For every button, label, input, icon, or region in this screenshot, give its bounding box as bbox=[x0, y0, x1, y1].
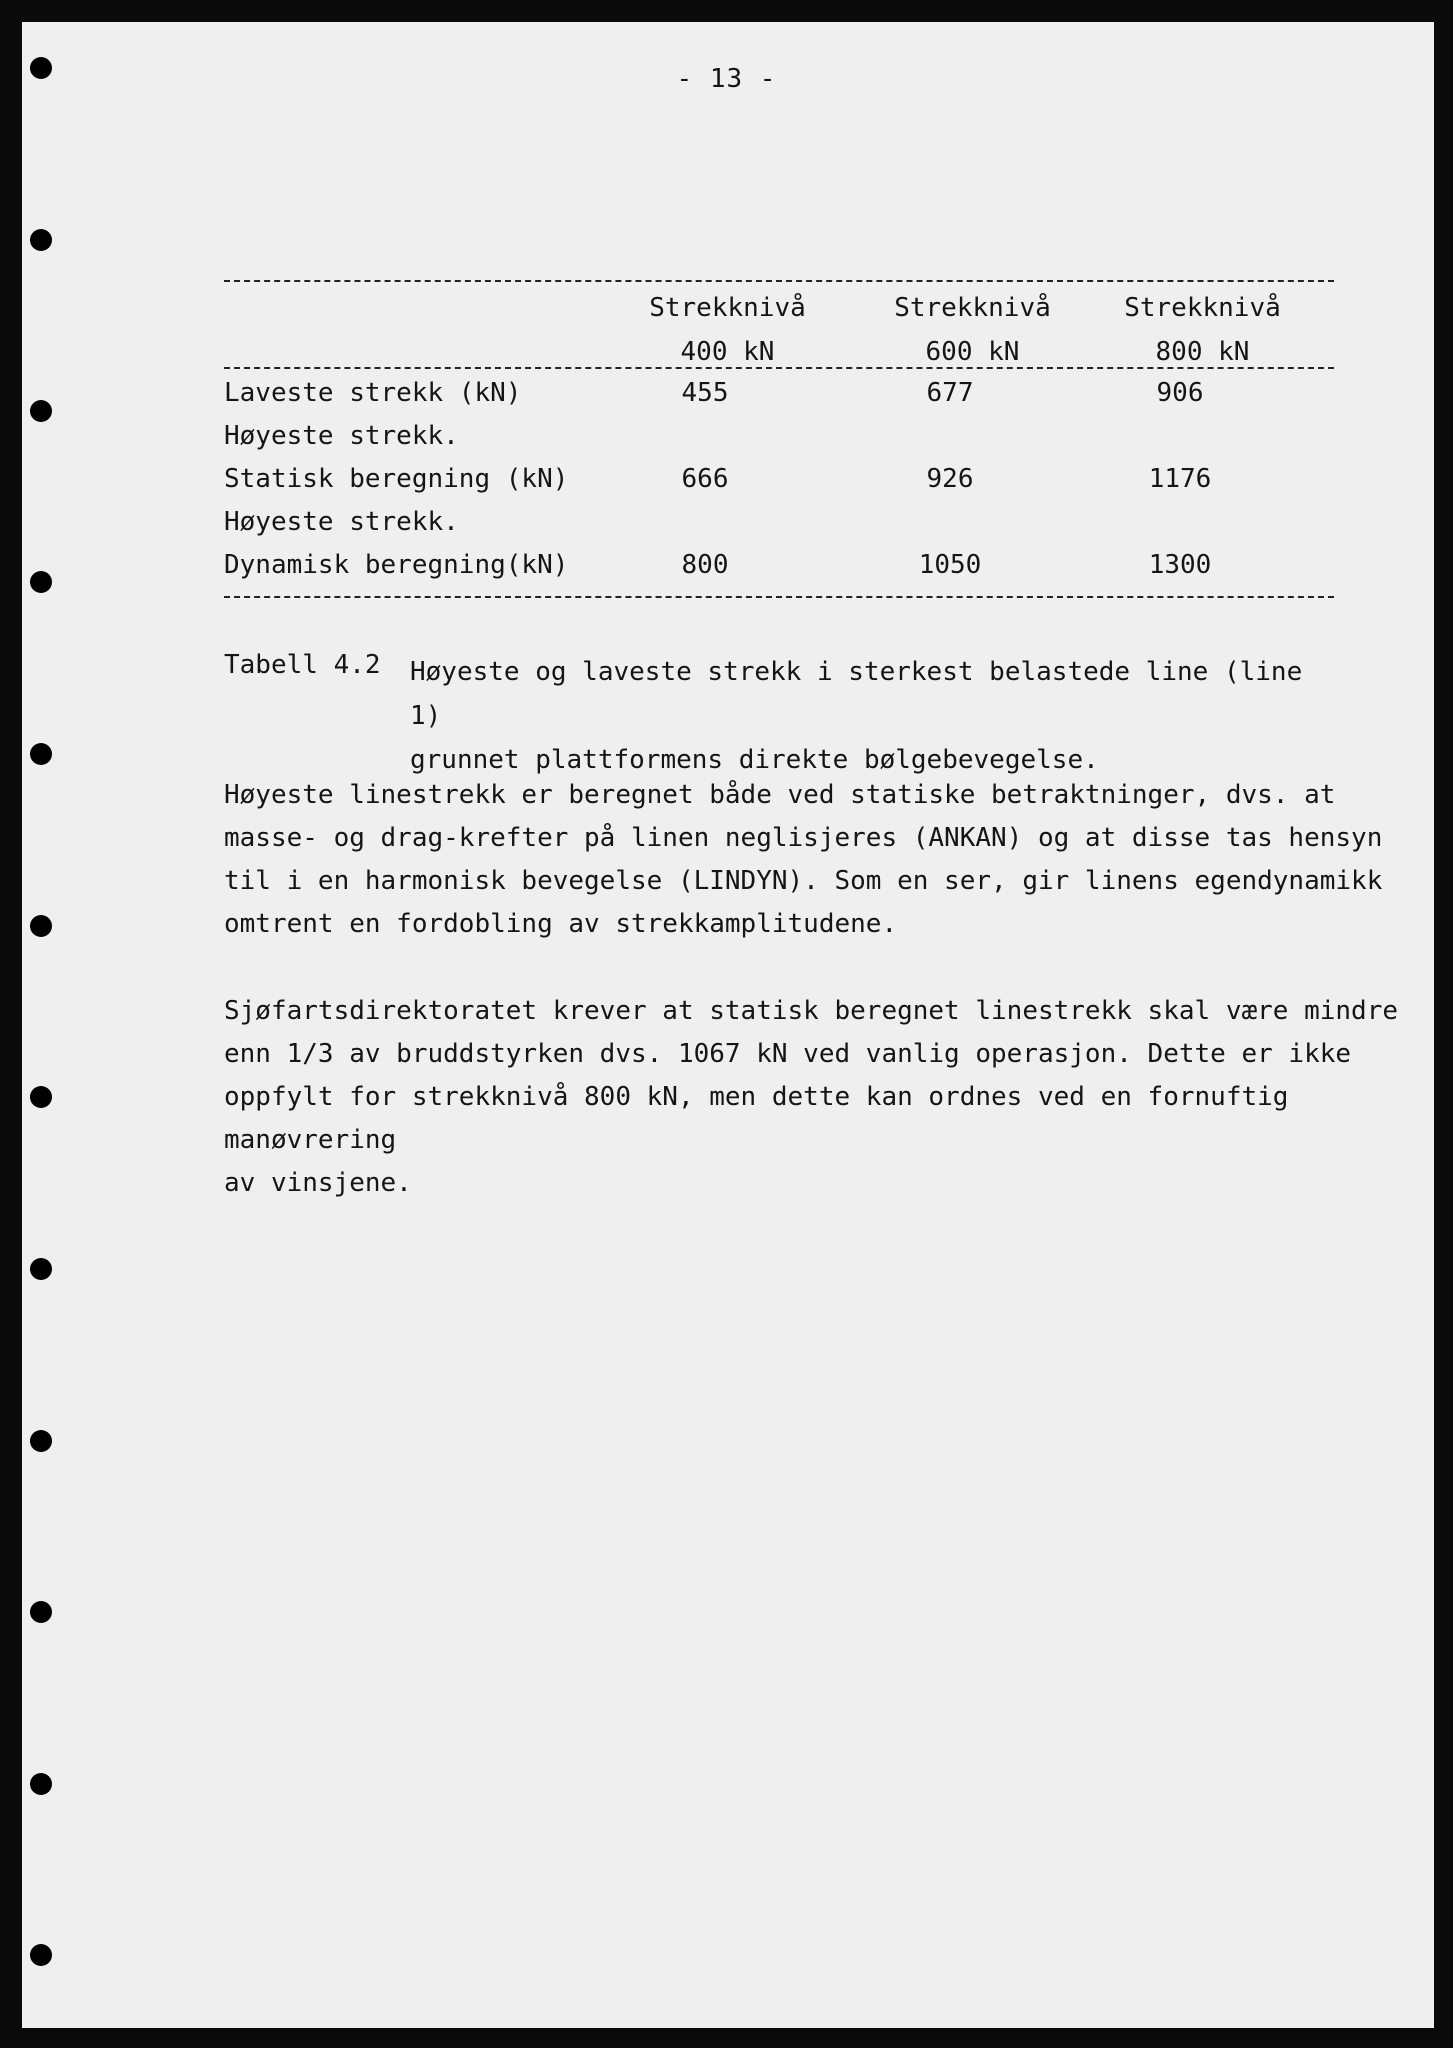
table-cell: 666 bbox=[681, 464, 729, 494]
paragraph: Høyeste linestrekk er beregnet både ved statiske betraktninger, dvs. at masse- og drag-krefter på linen neglisjeres (ANKAN) og at disse tas hensyn til i en harmonisk bevegelse (LINDYN). Som en ser, gir linens egendynamikk omtrent en fordobling av strekkamplitudene. bbox=[224, 780, 1383, 939]
table-cell: 1050 bbox=[918, 550, 982, 580]
row-label: Dynamisk beregning(kN) bbox=[224, 550, 569, 580]
table-caption-text: Høyeste og laveste strekk i sterkest belastede line (line 1) grunnet plattformens direkte bølgebevegelse. bbox=[410, 657, 1303, 775]
table-top-rule bbox=[224, 280, 1334, 282]
punch-hole bbox=[30, 1944, 52, 1966]
row-label: Høyeste strekk. bbox=[224, 421, 459, 451]
punch-hole bbox=[30, 400, 52, 422]
punch-hole bbox=[30, 743, 52, 765]
column-heading: Strekknivå bbox=[649, 293, 806, 323]
table-cell: 1300 bbox=[1148, 550, 1212, 580]
column-level: 600 kN bbox=[925, 337, 1020, 367]
table-cell: 1176 bbox=[1148, 464, 1212, 494]
punch-hole bbox=[30, 915, 52, 937]
column-heading: Strekknivå bbox=[894, 293, 1051, 323]
punch-hole bbox=[30, 1430, 52, 1452]
table-header-rule bbox=[224, 367, 1334, 369]
punch-hole bbox=[30, 571, 52, 593]
table-cell: 906 bbox=[1156, 378, 1204, 408]
row-label: Laveste strekk (kN) bbox=[224, 378, 522, 408]
table-cell: 455 bbox=[681, 378, 729, 408]
column-level: 800 kN bbox=[1155, 337, 1250, 367]
paragraph: Sjøfartsdirektoratet krever at statisk beregnet linestrekk skal være mindre enn 1/3 av bruddstyrken dvs. 1067 kN ved vanlig operasjon. Dette er ikke oppfylt for strekknivå 800 kN, men dette kan ordnes ved en fornuftig manøvrering av vinsjene. bbox=[224, 996, 1398, 1198]
column-heading: Strekknivå bbox=[1124, 293, 1281, 323]
row-label: Statisk beregning (kN) bbox=[224, 464, 569, 494]
table-bottom-rule bbox=[224, 596, 1334, 598]
punch-hole bbox=[30, 1258, 52, 1280]
punch-hole bbox=[30, 229, 52, 251]
punch-hole bbox=[30, 1086, 52, 1108]
punch-hole bbox=[30, 1773, 52, 1795]
table-caption-label: Tabell 4.2 bbox=[224, 650, 381, 680]
punch-hole bbox=[30, 1601, 52, 1623]
table-cell: 800 bbox=[681, 550, 729, 580]
table-cell: 926 bbox=[926, 464, 974, 494]
page-number: - 13 - bbox=[676, 64, 777, 94]
table-cell: 677 bbox=[926, 378, 974, 408]
column-level: 400 kN bbox=[680, 337, 775, 367]
row-label: Høyeste strekk. bbox=[224, 507, 459, 537]
